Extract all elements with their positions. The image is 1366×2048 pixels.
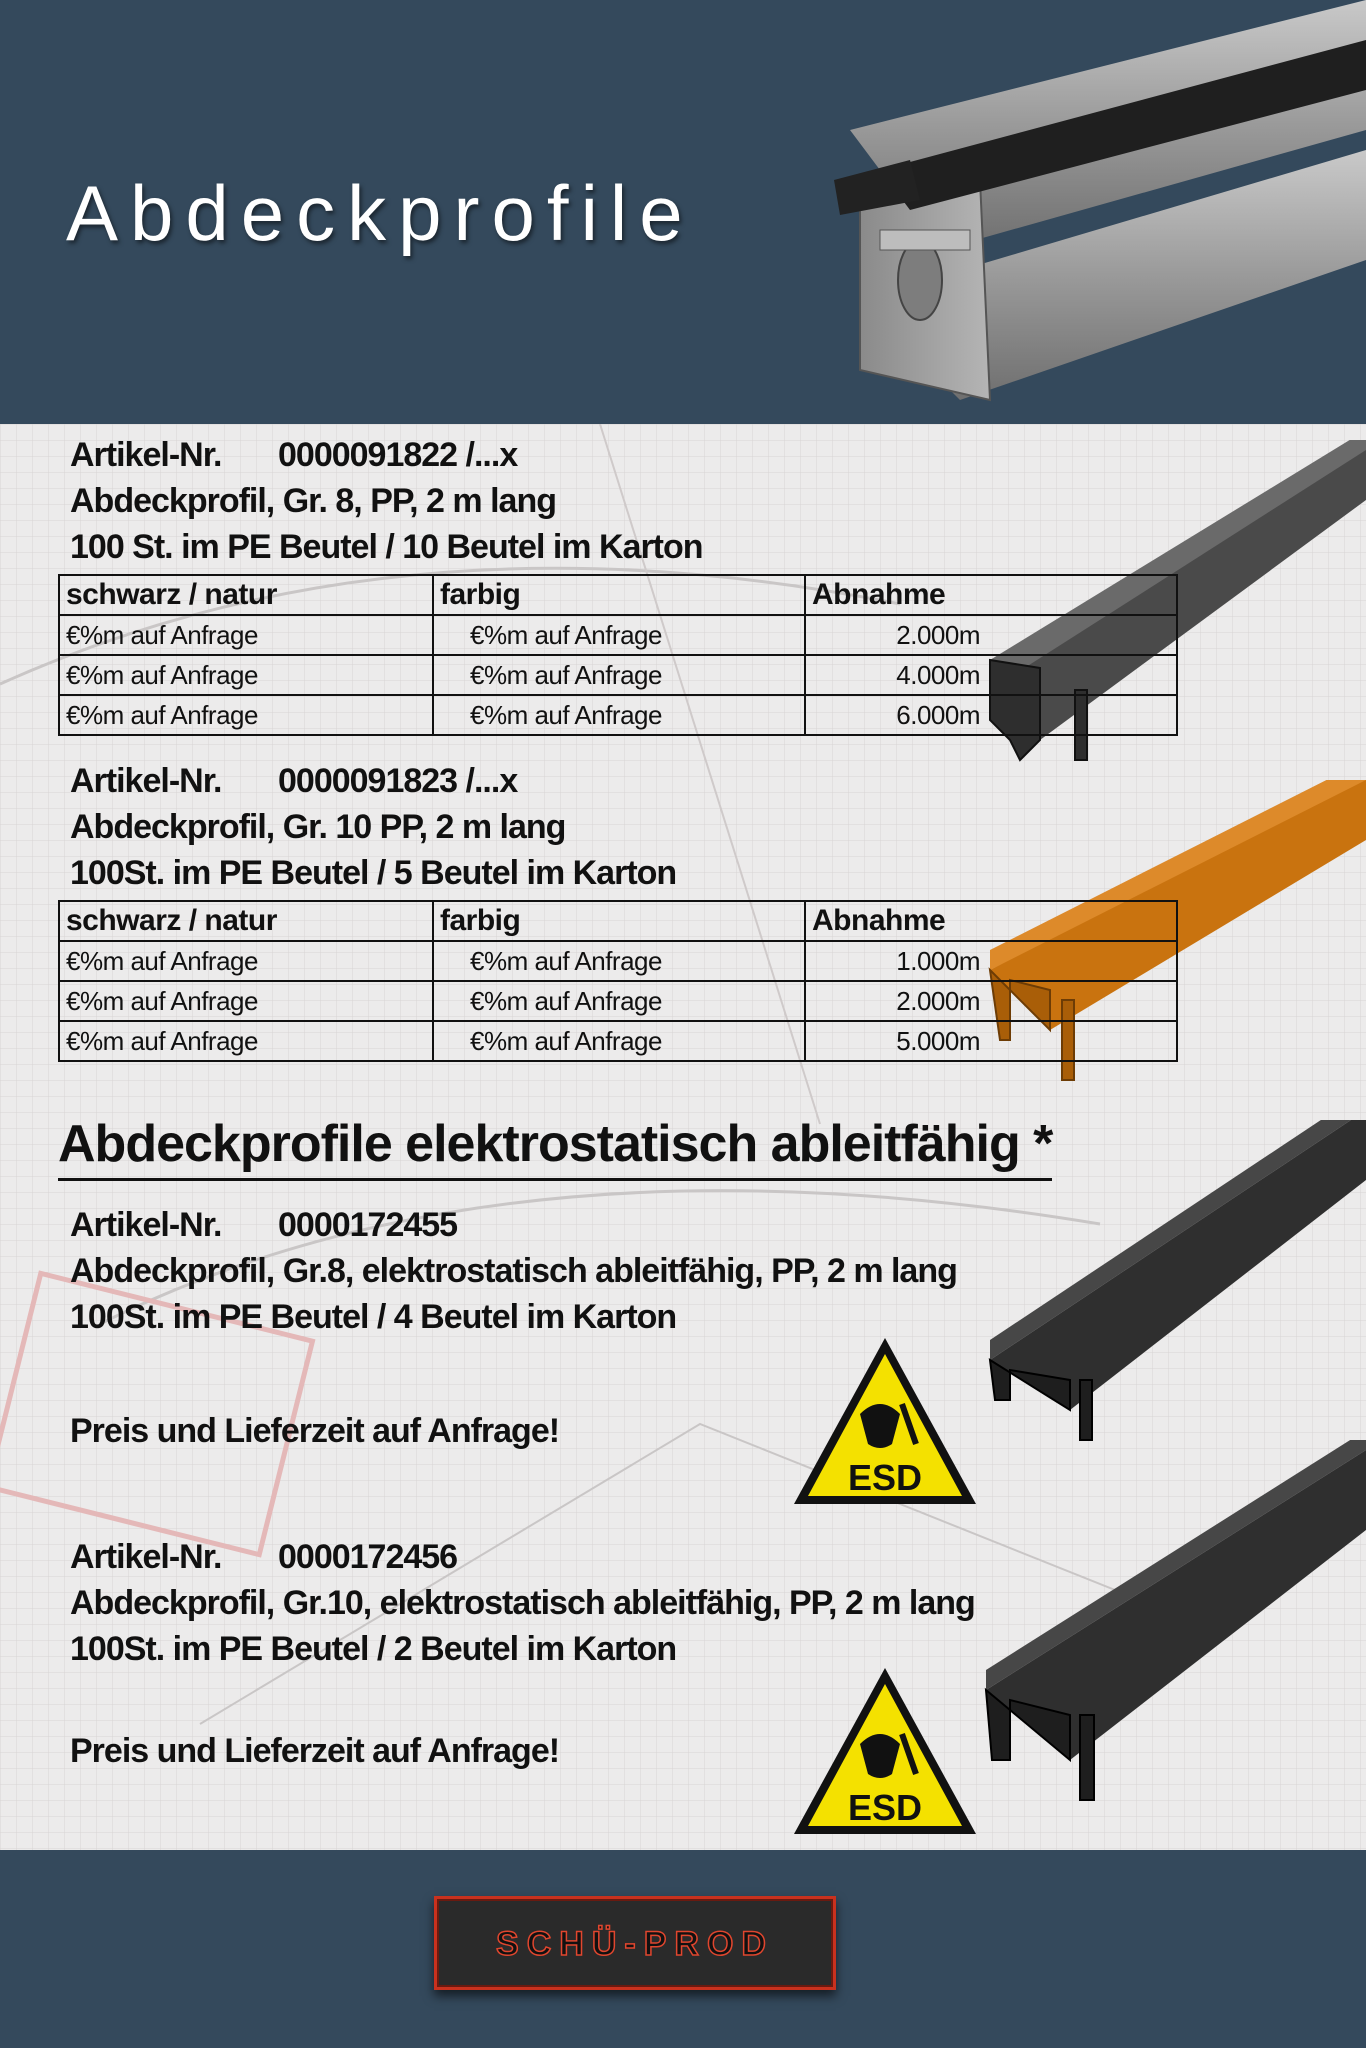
table-row — [59, 941, 1177, 981]
esd-item1-note: Preis und Lieferzeit auf Anfrage! — [70, 1412, 560, 1450]
esd-cover-profile-gr10-image — [980, 1440, 1366, 1810]
esd-item1-packaging: 100St. im PE Beutel / 4 Beutel im Karton — [70, 1298, 677, 1336]
header-cell-quantity: Abnahme — [805, 575, 1177, 615]
esd-item2-note: Preis und Lieferzeit auf Anfrage! — [70, 1732, 560, 1770]
table-cell: €%m auf Anfrage — [59, 941, 433, 981]
table-cell — [805, 941, 1177, 981]
table-row — [59, 981, 1177, 1021]
table-row — [59, 695, 1177, 735]
esd-item2-packaging: 100St. im PE Beutel / 2 Beutel im Karton — [70, 1630, 677, 1668]
table-row — [59, 615, 1177, 655]
esd-item1-description: Abdeckprofil, Gr.8, elektrostatisch ableitfähig, PP, 2 m lang — [70, 1252, 957, 1290]
section2-packaging: 100St. im PE Beutel / 5 Beutel im Karton — [70, 854, 677, 892]
table-row — [59, 1021, 1177, 1061]
quantity-value: 2.000m — [896, 619, 980, 650]
section2-description: Abdeckprofil, Gr. 10 PP, 2 m lang — [70, 808, 566, 846]
esd-item2-article-number: 0000172456 — [278, 1538, 458, 1576]
section1-article-number: 0000091822 /...x — [278, 436, 518, 474]
esd-badge-text: ESD — [847, 1787, 923, 1828]
table-cell — [805, 695, 1177, 735]
logo-text: SCHÜ-PROD — [496, 1925, 774, 1963]
table-cell: €%m auf Anfrage — [59, 981, 433, 1021]
table-cell: €%m auf Anfrage — [433, 615, 805, 655]
header-cell-colored: farbig — [433, 901, 805, 941]
table-cell: €%m auf Anfrage — [433, 981, 805, 1021]
esd-item2-description: Abdeckprofil, Gr.10, elektrostatisch ableitfähig, PP, 2 m lang — [70, 1584, 975, 1622]
quantity-value: 1.000m — [896, 945, 980, 976]
table-header-row — [59, 901, 1177, 941]
quantity-value: 4.000m — [896, 659, 980, 690]
header-cell-quantity: Abnahme — [805, 901, 1177, 941]
table-cell: €%m auf Anfrage — [433, 695, 805, 735]
schue-prod-logo — [434, 1896, 836, 1990]
table-cell — [805, 615, 1177, 655]
esd-warning-icon — [790, 1334, 980, 1508]
table-header-row — [59, 575, 1177, 615]
table-cell — [805, 1021, 1177, 1061]
header-band — [0, 0, 1366, 424]
esd-item1-article-label: Artikel-Nr. — [70, 1206, 222, 1244]
section1-description: Abdeckprofil, Gr. 8, PP, 2 m lang — [70, 482, 556, 520]
table-cell: €%m auf Anfrage — [59, 615, 433, 655]
table-cell — [805, 655, 1177, 695]
esd-item2-article-label: Artikel-Nr. — [70, 1538, 222, 1576]
section1-price-table — [58, 574, 1178, 736]
section2-price-table — [58, 900, 1178, 1062]
header-cell-black-natural: schwarz / natur — [59, 901, 433, 941]
table-cell: €%m auf Anfrage — [433, 1021, 805, 1061]
esd-warning-icon — [790, 1664, 980, 1838]
table-cell: €%m auf Anfrage — [59, 1021, 433, 1061]
table-cell: €%m auf Anfrage — [59, 655, 433, 695]
esd-cover-profile-gr8-image — [980, 1120, 1366, 1450]
esd-badge-text: ESD — [847, 1457, 923, 1498]
table-cell — [805, 981, 1177, 1021]
table-cell: €%m auf Anfrage — [433, 941, 805, 981]
quantity-value: 5.000m — [896, 1025, 980, 1056]
table-cell: €%m auf Anfrage — [433, 655, 805, 695]
table-row — [59, 655, 1177, 695]
section2-article-label: Artikel-Nr. — [70, 762, 222, 800]
aluminium-profile-illustration — [820, 0, 1366, 424]
quantity-value: 2.000m — [896, 985, 980, 1016]
table-cell: €%m auf Anfrage — [59, 695, 433, 735]
quantity-value: 6.000m — [896, 699, 980, 730]
page-title: Abdeckprofile — [66, 169, 695, 257]
esd-section-title: Abdeckprofile elektrostatisch ableitfähig * — [58, 1114, 1052, 1181]
header-cell-black-natural: schwarz / natur — [59, 575, 433, 615]
section1-article-label: Artikel-Nr. — [70, 436, 222, 474]
esd-item1-article-number: 0000172455 — [278, 1206, 458, 1244]
section2-article-number: 0000091823 /...x — [278, 762, 518, 800]
section1-packaging: 100 St. im PE Beutel / 10 Beutel im Karton — [70, 528, 703, 566]
header-cell-colored: farbig — [433, 575, 805, 615]
